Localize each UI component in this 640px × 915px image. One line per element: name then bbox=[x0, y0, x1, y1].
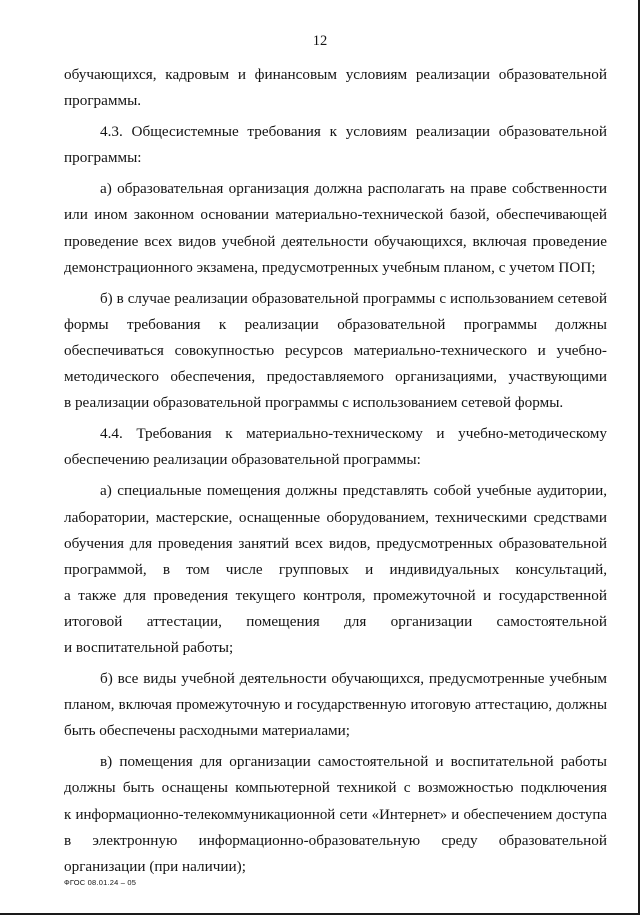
text-line: обеспечению реализации образовательной программы: bbox=[64, 451, 421, 469]
text-line: в реализации образовательной программы с использованием сетевой формы. bbox=[64, 394, 564, 412]
paragraph bbox=[64, 119, 607, 171]
paragraph bbox=[64, 286, 607, 416]
text-line: обучения для проведения занятий всех видов, предусмотренных образовательной bbox=[64, 534, 607, 552]
text-line: должны быть оснащены компьютерной техникой с возможностью подключения bbox=[64, 779, 607, 797]
paragraph bbox=[64, 749, 607, 879]
text-line: программы: bbox=[64, 149, 142, 167]
text-line: обучающихся, кадровым и финансовым условиям реализации образовательной bbox=[64, 66, 607, 83]
text-line: обеспечиваться совокупностью ресурсов материально-технического и учебно- bbox=[64, 341, 607, 359]
text-line: организации (при наличии); bbox=[64, 857, 246, 875]
text-line: 4.3. Общесистемные требования к условиям реализации образовательной bbox=[100, 123, 607, 141]
text-line: методического обеспечения, предоставляемого организациями, участвующими bbox=[64, 368, 607, 386]
text-line: демонстрационного экзамена, предусмотренных учебным планом, с учетом ПОП; bbox=[64, 258, 596, 276]
text-line: быть обеспечены расходными материалами; bbox=[64, 722, 351, 740]
paragraph bbox=[64, 478, 607, 661]
text-line: планом, включая промежуточную и государственную итоговую аттестацию, должны bbox=[64, 697, 607, 714]
paragraph bbox=[64, 421, 607, 473]
text-line: проведение всех видов учебной деятельности обучающихся, включая проведение bbox=[64, 232, 607, 250]
text-line: и воспитательной работы; bbox=[64, 638, 234, 656]
paragraph bbox=[64, 176, 607, 280]
text-line: б) все виды учебной деятельности обучающихся, предусмотренные учебным bbox=[100, 670, 607, 688]
text-line: а) образовательная организация должна располагать на праве собственности bbox=[100, 180, 607, 198]
text-line: программы. bbox=[64, 92, 142, 110]
page-number: 12 bbox=[312, 33, 328, 49]
text-line: программой, в том числе групповых и индивидуальных консультаций, bbox=[64, 560, 607, 578]
text-line: б) в случае реализации образовательной программы с использованием сетевой bbox=[100, 290, 607, 307]
text-line: лаборатории, мастерские, оснащенные оборудованием, техническими средствами bbox=[64, 508, 607, 526]
text-line: в) помещения для организации самостоятельной и воспитательной работы bbox=[100, 753, 607, 771]
document-body bbox=[64, 62, 607, 880]
paragraph bbox=[64, 62, 607, 114]
text-line: итоговой аттестации, помещения для организации самостоятельной bbox=[64, 612, 607, 630]
text-line: к информационно-телекоммуникационной сети «Интернет» и обеспечением доступа bbox=[64, 806, 607, 823]
text-line: а также для проведения текущего контроля, промежуточной и государственной bbox=[64, 586, 607, 604]
footer-code: ФГОС 08.01.24 – 05 bbox=[64, 878, 137, 887]
text-line: формы требования к реализации образовательной программы должны bbox=[64, 315, 607, 333]
text-line: 4.4. Требования к материально-техническому и учебно-методическому bbox=[100, 425, 607, 443]
paragraph bbox=[64, 666, 607, 744]
text-line: а) специальные помещения должны представлять собой учебные аудитории, bbox=[100, 482, 607, 500]
text-line: или ином законном основании материально-технической базой, обеспечивающей bbox=[64, 206, 607, 224]
text-line: в электронную информационно-образовательную среду образовательной bbox=[64, 831, 607, 849]
